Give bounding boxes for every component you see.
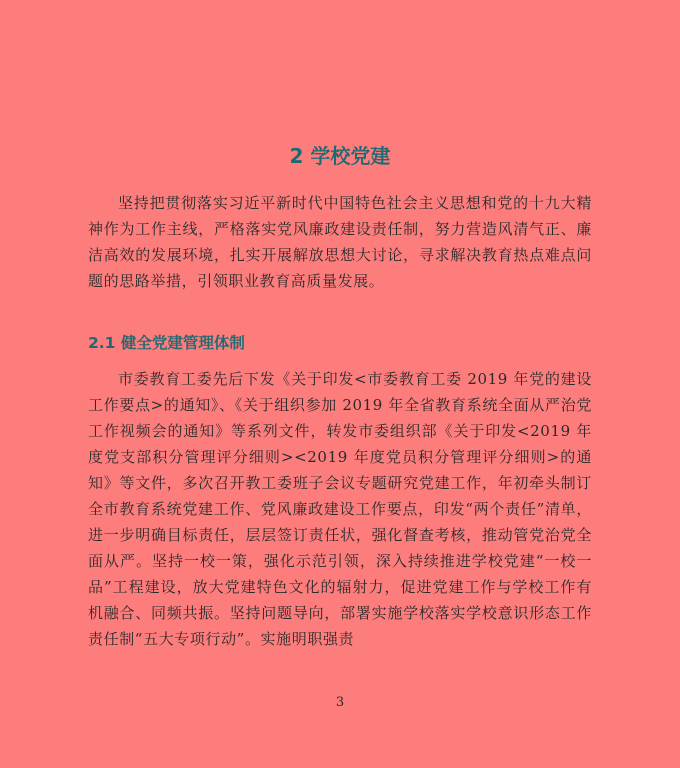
page-number: 3 xyxy=(335,695,345,710)
chapter-title: 2 学校党建 xyxy=(289,144,391,168)
intro-paragraph: 坚持把贯彻落实习近平新时代中国特色社会主义思想和党的十九大精神作为工作主线，严格落实党风廉政建设责任制，努力营造风清气正、廉洁高效的发展环境，扎实开展解放思想大讨论，寻求解决教育热点难点问题的思路举措，引领职业教育高质量发展。 xyxy=(88,194,592,290)
section-heading: 2.1 健全党建管理体制 xyxy=(88,334,245,352)
section-paragraph: 市委教育工委先后下发《关于印发<市委教育工委 2019 年党的建设工作要点>的通知》、《关于组织参加 2019 年全省教育系统全面从严治党工作视频会的通知》等系列文件，转发市委组织部《关于印发<2019 年度党支部积分管理评分细则><2019 年度党员积分管理评分细则>的通知》等文件，多次召开教工委班子会议专题研究党建工作，年初牵头制订全市教育系统党建工作、党风廉政建设工作要点，印发“两个责任”清单，进一步明确目标责任，层层签订责任状，强化督查考核，推动管党治党全面从严。坚持一校一策，强化示范引领，深入持续推进学校党建“一校一品”工程建设，放大党建特色文化的辐射力，促进党建工作与学校工作有机融合、同频共振。坚持问题导向，部署实施学校落实学校意识形态工作责任制“五大专项行动”。实施明职强责 xyxy=(88,370,592,648)
